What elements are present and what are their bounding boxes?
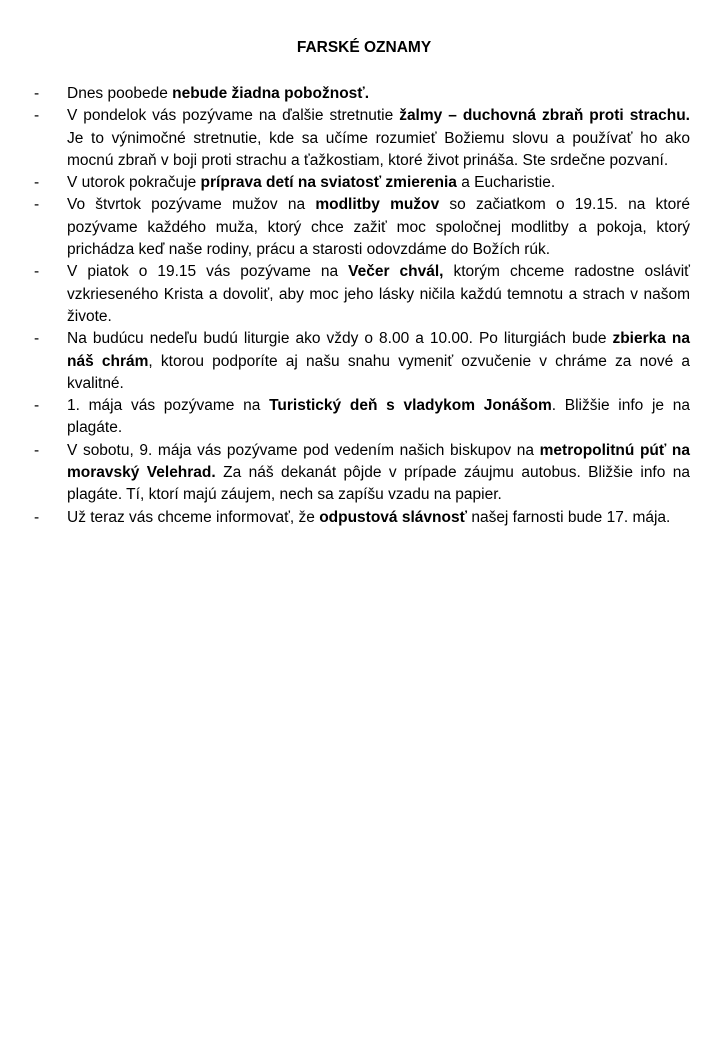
announcement-text: V sobotu, 9. mája vás pozývame pod vedením našich biskupov na xyxy=(67,441,540,459)
bullet-dash: - xyxy=(34,441,40,459)
bullet-dash: - xyxy=(34,330,40,348)
announcement-text: V piatok o 19.15 vás pozývame na xyxy=(67,263,349,281)
announcement-text: Vo štvrtok pozývame mužov na xyxy=(67,196,316,214)
bullet-dash: - xyxy=(34,85,40,102)
bullet-dash: - xyxy=(34,397,40,415)
announcement-text: , ktorou podporíte aj našu snahu vymeniť ozvučenie v chráme za nové a kvalitné. xyxy=(67,352,690,392)
bullet-dash: - xyxy=(34,107,40,125)
announcement-text: Už teraz vás chceme informovať, že xyxy=(67,508,320,526)
emphasized-text: príprava detí na sviatosť zmierenia xyxy=(200,174,457,192)
announcement-item xyxy=(34,507,690,529)
page-title: FARSKÉ OZNAMY xyxy=(296,39,432,56)
emphasized-text: modlitby mužov xyxy=(315,196,440,214)
announcement-text: ktorým chceme radostne osláviť vzkrieseného Krista a dovoliť, aby moc jeho lásky ničila každú temnotu a strach v našom živote. xyxy=(67,263,690,325)
emphasized-text: žalmy – duchovná zbraň proti strachu. xyxy=(399,107,690,125)
emphasized-text: zbierka na náš chrám xyxy=(67,330,690,370)
announcement-text: našej farnosti bude 17. mája. xyxy=(467,508,671,526)
announcement-text: Za náš dekanát pôjde v prípade záujmu autobus. Bližšie info na plagáte. Tí, ktorí majú záujem, nech sa zapíšu vzadu na papier. xyxy=(67,464,690,504)
emphasized-text: nebude žiadna pobožnosť. xyxy=(172,85,370,102)
announcement-text: so začiatkom o 19.15. na ktoré pozývame každého muža, ktorý chce zažiť moc spoločnej modlitby a pokoja, ktorý prichádza keď naše rodiny, prácu a starosti odovzdáme do Božích rúk. xyxy=(67,196,690,259)
announcement-text: V pondelok vás pozývame na ďalšie stretnutie xyxy=(67,107,400,125)
bullet-dash: - xyxy=(34,196,40,214)
announcement-item xyxy=(34,194,690,261)
announcement-item xyxy=(34,105,690,172)
announcement-list xyxy=(34,83,690,529)
emphasized-text: odpustová slávnosť xyxy=(319,508,468,526)
announcement-item xyxy=(34,328,690,395)
announcement-item xyxy=(34,395,690,440)
emphasized-text: Večer chvál, xyxy=(348,263,444,281)
announcement-text: Na budúcu nedeľu budú liturgie ako vždy o 8.00 a 10.00. Po liturgiách bude xyxy=(67,330,613,348)
announcement-text: a Eucharistie. xyxy=(456,174,556,192)
announcement-text: Dnes poobede xyxy=(67,85,173,102)
emphasized-text: Turistický deň s vladykom Jonášom xyxy=(269,397,552,415)
announcement-item xyxy=(34,261,690,328)
announcement-text: 1. mája vás pozývame na xyxy=(67,397,270,415)
announcement-item xyxy=(34,440,690,507)
emphasized-text: metropolitnú púť na moravský Velehrad. xyxy=(67,441,690,482)
bullet-dash: - xyxy=(34,508,40,526)
announcement-item xyxy=(34,172,690,194)
announcement-text: . Bližšie info je na plagáte. xyxy=(67,397,690,437)
bullet-dash: - xyxy=(34,174,40,192)
announcement-text: V utorok pokračuje xyxy=(67,174,201,192)
announcement-item xyxy=(34,83,690,105)
bullet-dash: - xyxy=(34,263,40,281)
announcement-text: Je to výnimočné stretnutie, kde sa učíme rozumieť Božiemu slovu a používať ho ako mocnú zbraň v boji proti strachu a ťažkostiam, ktoré život prináša. Ste srdečne pozvaní. xyxy=(67,129,690,169)
